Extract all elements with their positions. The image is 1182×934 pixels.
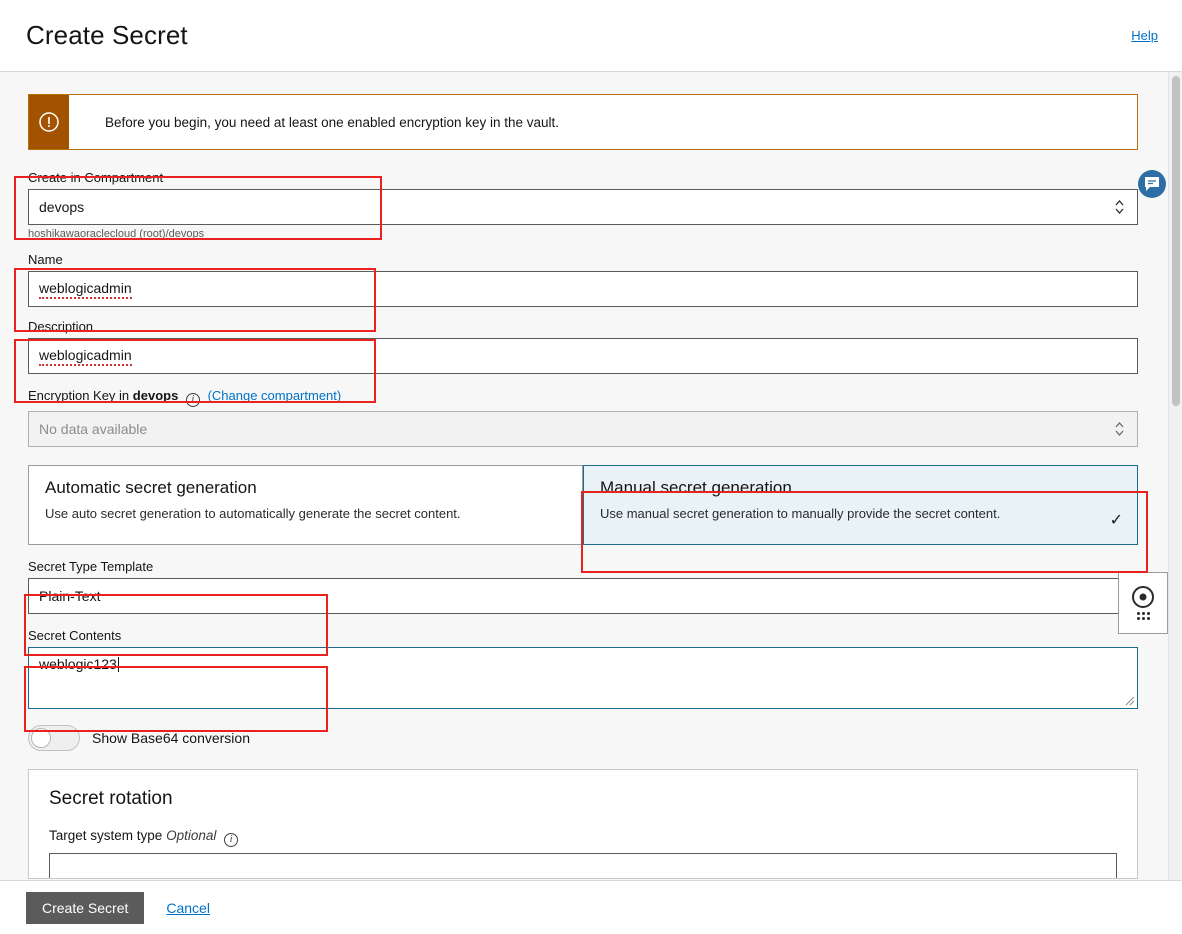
- automatic-card-description: Use auto secret generation to automatically generate the secret content.: [45, 506, 461, 521]
- secret-generation-options: [28, 465, 1138, 545]
- target-system-optional-text: Optional: [166, 828, 217, 843]
- info-icon[interactable]: i: [186, 393, 200, 407]
- secret-type-template-value: Plain-Text: [39, 588, 101, 604]
- chevron-updown-icon[interactable]: [1114, 199, 1125, 215]
- name-input[interactable]: [28, 271, 1138, 307]
- description-value: weblogicadmin: [39, 347, 132, 366]
- automatic-secret-generation-card[interactable]: [28, 465, 583, 545]
- help-link[interactable]: Help: [1131, 28, 1158, 43]
- vertical-scrollbar[interactable]: [1168, 72, 1182, 880]
- dots-icon: [1137, 612, 1150, 620]
- compartment-label: Create in Compartment: [28, 170, 164, 185]
- secret-type-template-field: [28, 559, 1138, 614]
- secret-rotation-panel: [28, 769, 1138, 879]
- compartment-field: [28, 170, 1138, 240]
- encryption-key-placeholder: No data available: [39, 421, 148, 437]
- form-scroll-area: [0, 72, 1182, 880]
- change-compartment-link[interactable]: (Change compartment): [207, 388, 342, 403]
- drag-handle-icon[interactable]: [1118, 572, 1168, 634]
- alert-icon: [29, 95, 69, 149]
- secret-type-template-label: Secret Type Template: [28, 559, 154, 574]
- base64-toggle[interactable]: [28, 725, 80, 751]
- secret-contents-value: weblogic123: [39, 656, 117, 672]
- encryption-key-compartment: devops: [132, 388, 179, 403]
- chevron-updown-icon[interactable]: [1114, 421, 1125, 437]
- base64-toggle-label: Show Base64 conversion: [92, 730, 250, 746]
- scrollbar-thumb[interactable]: [1172, 76, 1180, 406]
- ring-icon: [1132, 586, 1154, 608]
- banner-message: Before you begin, you need at least one enabled encryption key in the vault.: [105, 114, 560, 130]
- secret-contents-textarea[interactable]: [28, 647, 1138, 709]
- cancel-link[interactable]: Cancel: [166, 899, 210, 916]
- create-secret-button[interactable]: Create Secret: [26, 892, 144, 924]
- checkmark-icon: ✓: [1109, 512, 1123, 529]
- chat-assistant-icon[interactable]: [1138, 170, 1166, 198]
- automatic-card-title: Automatic secret generation: [45, 478, 257, 497]
- description-field: [28, 319, 1138, 374]
- name-label: Name: [28, 252, 63, 267]
- base64-toggle-row: [28, 725, 1138, 751]
- encryption-key-select[interactable]: [28, 411, 1138, 447]
- target-system-type-text: Target system type: [49, 828, 163, 843]
- form-content: [0, 72, 1182, 880]
- target-system-type-label: [49, 828, 1117, 847]
- page-footer: [0, 880, 1182, 934]
- name-value: weblogicadmin: [39, 280, 132, 299]
- info-icon[interactable]: i: [224, 833, 238, 847]
- encryption-key-label-prefix: Encryption Key in: [28, 388, 130, 403]
- secret-type-template-select[interactable]: [28, 578, 1138, 614]
- description-label: Description: [28, 319, 94, 334]
- secret-contents-label: Secret Contents: [28, 628, 122, 643]
- text-caret: [118, 657, 119, 672]
- encryption-key-label: [28, 388, 1138, 407]
- description-input[interactable]: [28, 338, 1138, 374]
- page-title: Create Secret: [26, 20, 188, 50]
- manual-card-title: Manual secret generation: [600, 478, 792, 497]
- compartment-value: devops: [39, 199, 85, 215]
- name-field: [28, 252, 1138, 307]
- compartment-select[interactable]: [28, 189, 1138, 225]
- encryption-key-field: [28, 388, 1138, 447]
- compartment-path: hoshikawaoraclecloud (root)/devops: [28, 228, 205, 240]
- manual-card-description: Use manual secret generation to manually provide the secret content.: [600, 506, 1001, 521]
- secret-contents-field: [28, 628, 1138, 709]
- secret-rotation-title: Secret rotation: [49, 788, 173, 809]
- manual-secret-generation-card[interactable]: [583, 465, 1138, 545]
- page-header: [0, 0, 1182, 72]
- toggle-knob: [31, 728, 51, 748]
- target-system-type-select[interactable]: [49, 853, 1117, 879]
- info-banner: [28, 94, 1138, 150]
- resize-grip-icon[interactable]: [1125, 696, 1135, 706]
